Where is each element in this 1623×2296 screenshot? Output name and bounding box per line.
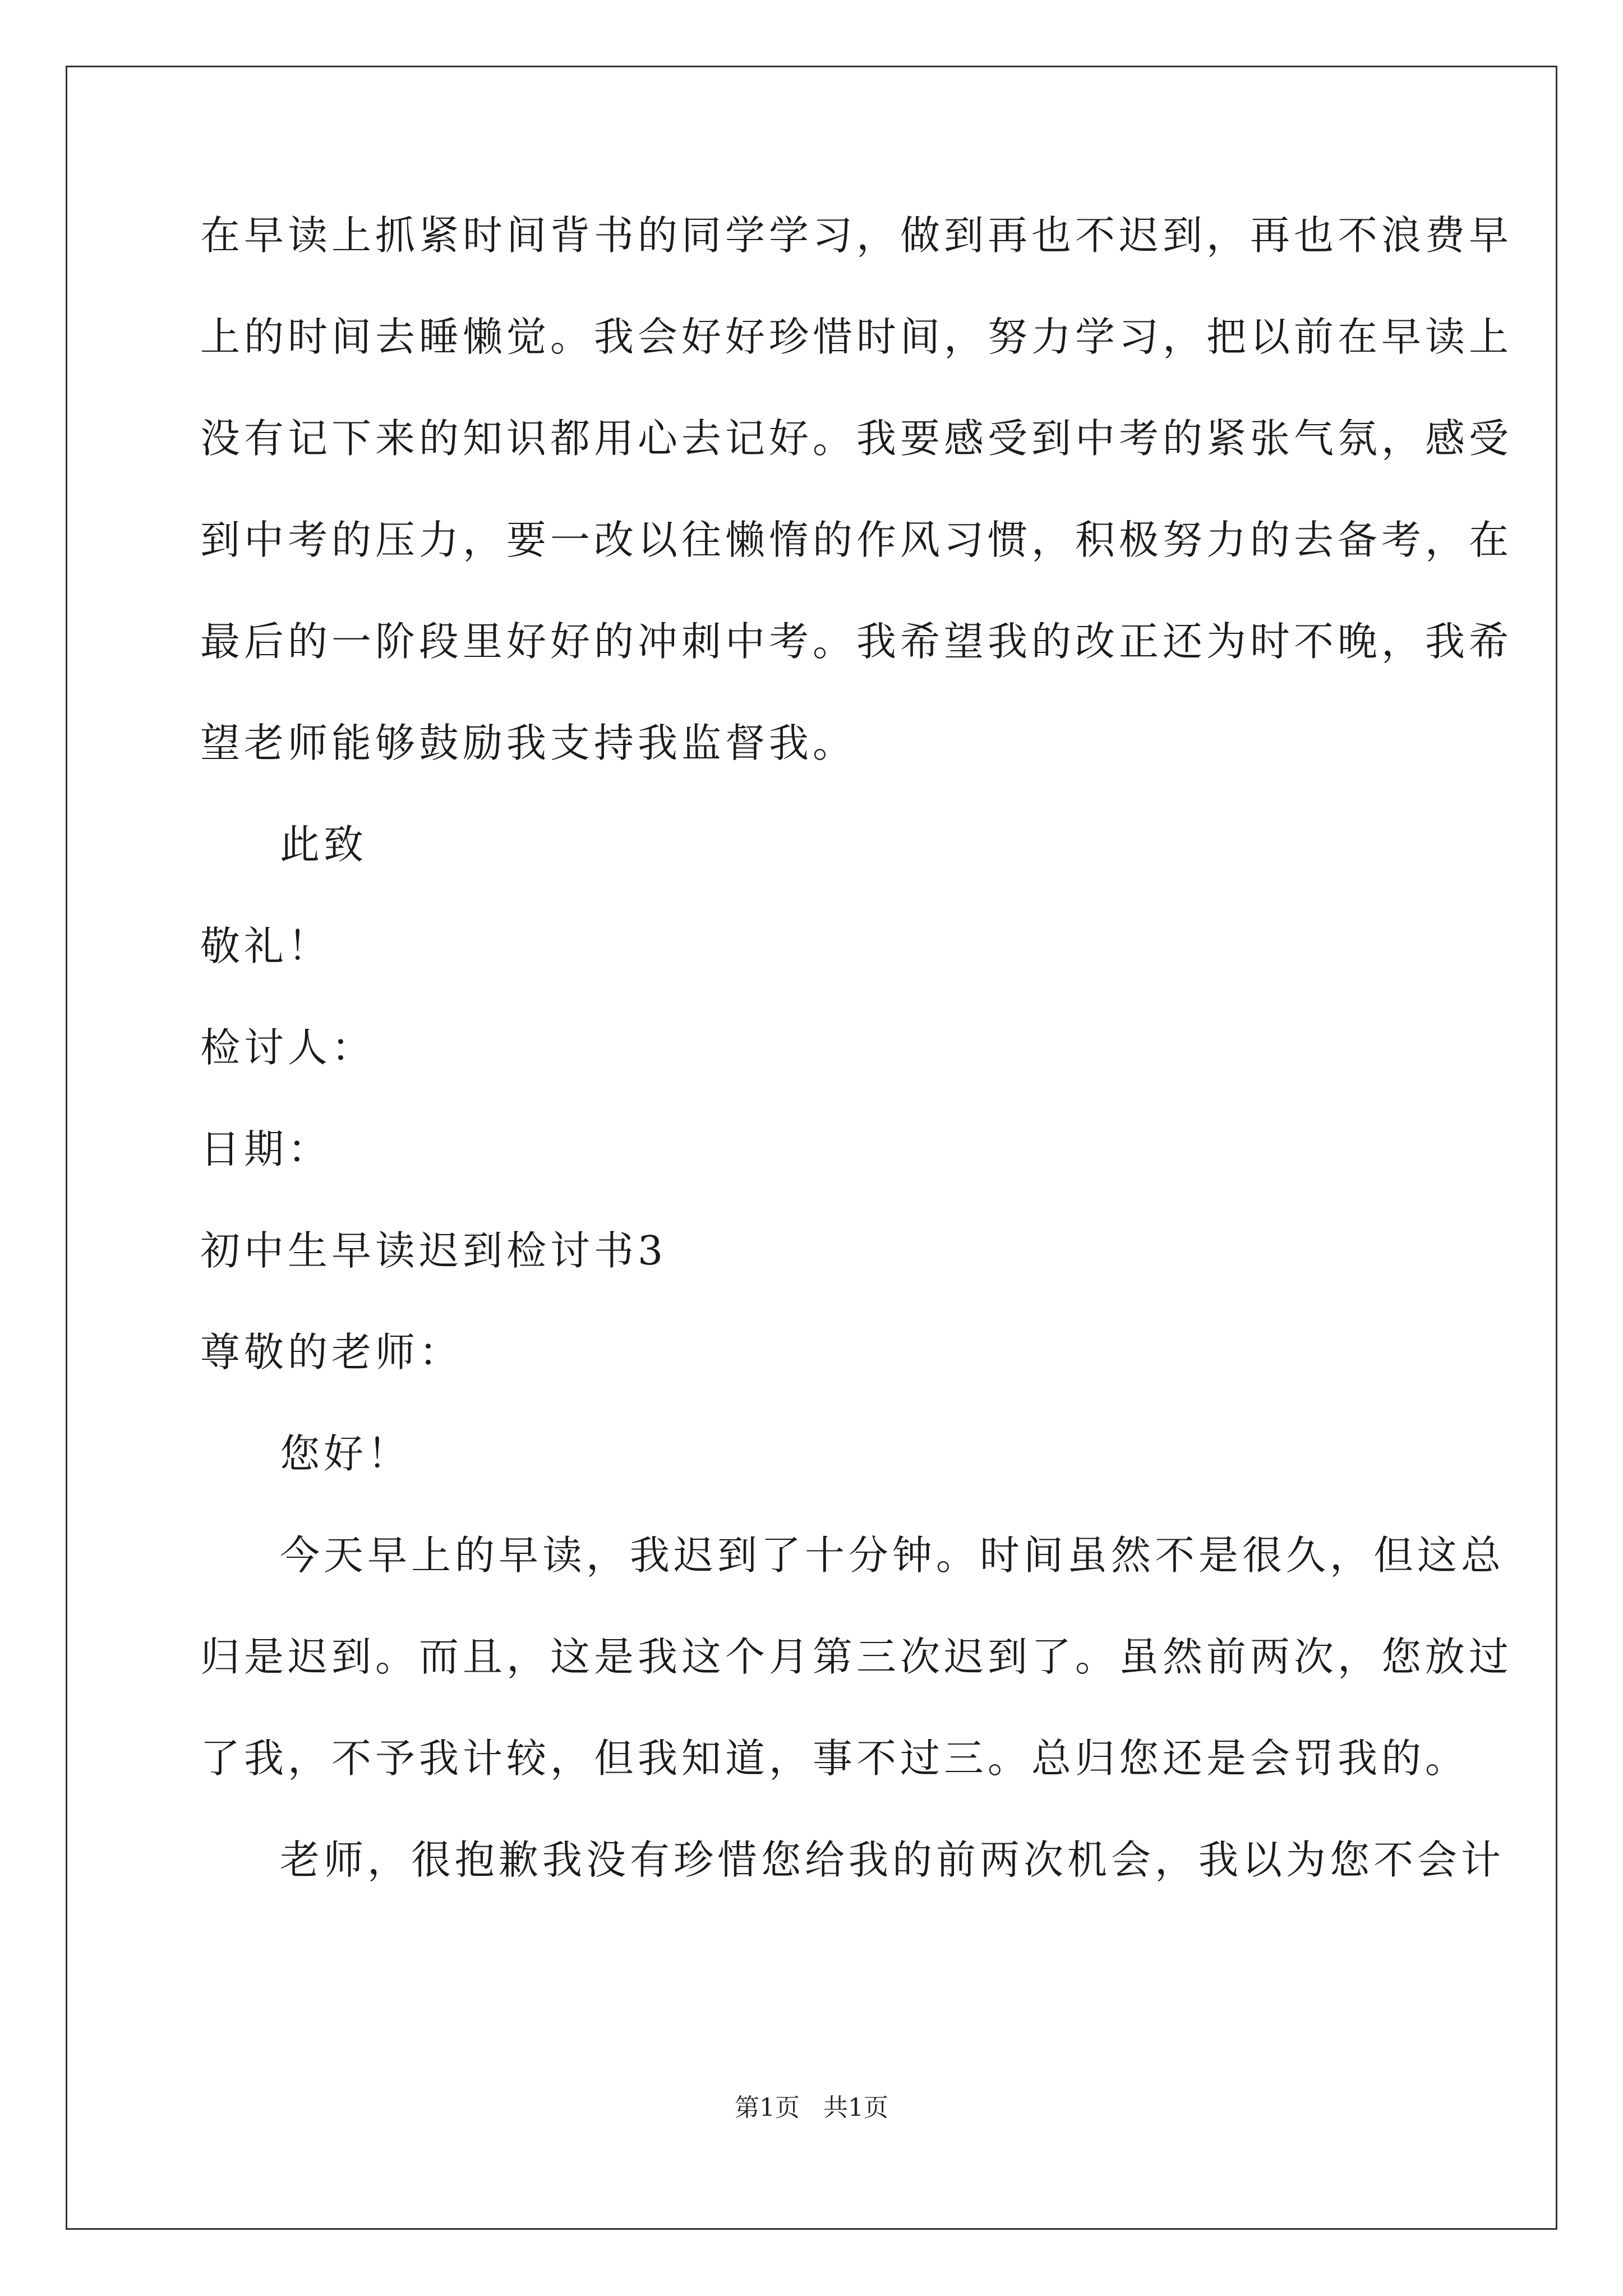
text-line: 今天早上的早读，我迟到了十分钟。时间虽然不是很久，但这总 bbox=[280, 1532, 1505, 1579]
text-line: 望老师能够鼓励我支持我监督我。 bbox=[200, 720, 857, 766]
text-line: 老师，很抱歉我没有珍惜您给我的前两次机会，我以为您不会计 bbox=[280, 1837, 1505, 1883]
closing-salutation: 此致 bbox=[280, 821, 368, 868]
section-title: 初中生早读迟到检讨书3 bbox=[200, 1227, 667, 1274]
closing-regards: 敬礼！ bbox=[200, 923, 332, 969]
text-line: 了我，不予我计较，但我知道，事不过三。总归您还是会罚我的。 bbox=[200, 1735, 1469, 1782]
greeting-hello: 您好！ bbox=[280, 1430, 412, 1477]
author-label: 检讨人： bbox=[200, 1024, 376, 1071]
greeting: 尊敬的老师： bbox=[200, 1329, 463, 1375]
text-line: 到中考的压力，要一改以往懒惰的作风习惯，积极努力的去备考，在 bbox=[200, 517, 1513, 563]
text-line: 在早读上抓紧时间背书的同学学习，做到再也不迟到，再也不浪费早 bbox=[200, 212, 1513, 259]
text-line: 归是迟到。而且，这是我这个月第三次迟到了。虽然前两次，您放过 bbox=[200, 1634, 1513, 1680]
text-line: 最后的一阶段里好好的冲刺中考。我希望我的改正还为时不晚，我希 bbox=[200, 618, 1513, 665]
text-line: 上的时间去睡懒觉。我会好好珍惜时间，努力学习，把以前在早读上 bbox=[200, 314, 1513, 360]
page-footer: 第1页 共1页 bbox=[735, 2093, 888, 2122]
text-line: 没有记下来的知识都用心去记好。我要感受到中考的紧张气氛，感受 bbox=[200, 415, 1513, 462]
date-label: 日期： bbox=[200, 1126, 332, 1172]
